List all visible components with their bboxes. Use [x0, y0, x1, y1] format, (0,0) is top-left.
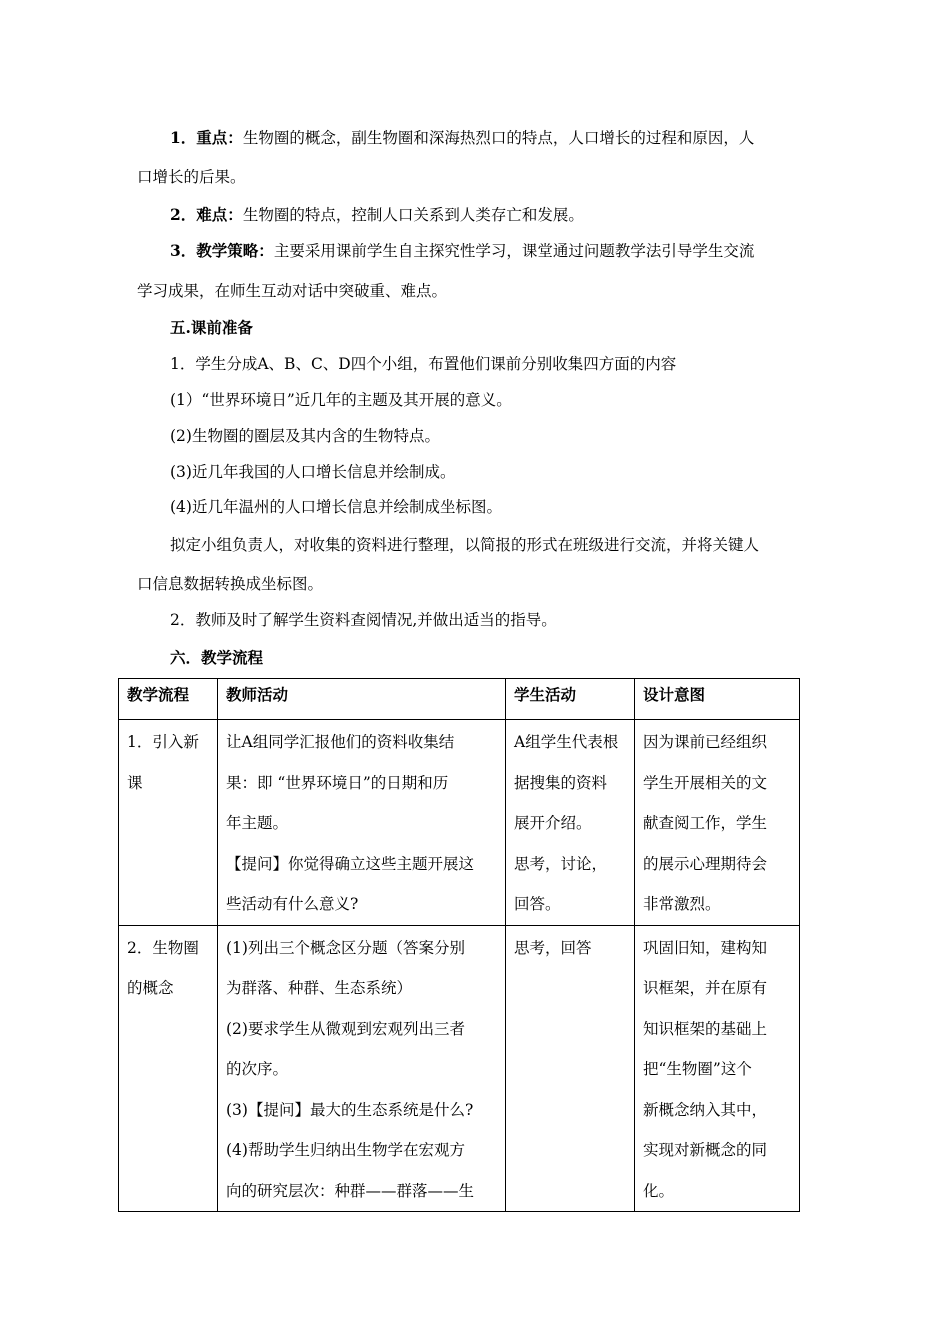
row2-student-activity — [506, 925, 635, 1212]
key-point-1-number: 1． — [170, 128, 197, 147]
key-point-2-text: 生物圈的特点，控制人口关系到人类存亡和发展。 — [242, 206, 584, 224]
key-point-3-text: 主要采用课前学生自主探究性学习，课堂通过问题教学法引导学生交流 — [273, 242, 755, 260]
row1-student-line: 展开介绍。 — [514, 814, 592, 832]
row1-student-line: A组学生代表根 — [514, 733, 619, 751]
section-5-sub-4: (4)近几年温州的人口增长信息并绘制成坐标图。 — [170, 498, 502, 516]
row1-intent-line: 因为课前已经组织 — [643, 733, 768, 751]
header-student-activity: 学生活动 — [506, 679, 635, 720]
row2-teacher-line: (2)要求学生从微观到宏观列出三者 — [226, 1019, 465, 1038]
table-row — [119, 925, 800, 1212]
section-5-heading: 五.课前准备 — [170, 318, 253, 337]
row1-teacher-line: 【提问】你觉得确立这些主题开展这 — [226, 854, 475, 873]
key-point-3-label: 教学策略： — [196, 241, 274, 260]
header-design-intent: 设计意图 — [635, 679, 800, 720]
row1-student-line: 回答。 — [514, 895, 561, 913]
row1-student-activity — [506, 720, 635, 926]
row1-intent-line: 献查阅工作，学生 — [643, 814, 768, 832]
row2-teacher-line: (1)列出三个概念区分题（答案分别 — [226, 938, 465, 957]
row2-teacher-line: (4)帮助学生归纳出生物学在宏观方 — [226, 1141, 465, 1159]
header-teacher-activity: 教师活动 — [218, 679, 506, 720]
row2-step-line: 2．生物圈 — [127, 938, 199, 957]
section-5-item-2: 2．教师及时了解学生资料查阅情况,并做出适当的指导。 — [170, 611, 557, 629]
header-teaching-flow: 教学流程 — [119, 679, 218, 720]
key-point-2-label: 难点： — [196, 205, 243, 224]
key-point-3-line-a — [170, 241, 754, 261]
section-6-heading: 六．教学流程 — [170, 648, 264, 667]
row1-intent-line: 的展示心理期待会 — [643, 854, 768, 873]
row1-design-intent — [635, 720, 800, 926]
row1-step — [119, 720, 218, 926]
section-5-sub-1: (1）“世界环境日”近几年的主题及其开展的意义。 — [170, 391, 512, 409]
row1-student-line: 据搜集的资料 — [514, 773, 608, 792]
row1-teacher-line: 些活动有什么意义? — [226, 895, 359, 913]
key-point-3-line-b: 学习成果，在师生互动对话中突破重、难点。 — [137, 282, 448, 300]
row2-teacher-line: (3)【提问】最大的生态系统是什么? — [226, 1100, 474, 1119]
row1-step-line: 1．引入新 — [127, 733, 199, 751]
row1-student-line: 思考，讨论， — [514, 854, 608, 873]
key-point-2-line — [170, 205, 584, 225]
key-point-1-label: 重点： — [196, 128, 243, 147]
row2-intent-line: 实现对新概念的同 — [643, 1141, 768, 1159]
key-point-1-text: 生物圈的概念，副生物圈和深海热烈口的特点，人口增长的过程和原因，人 — [242, 129, 755, 147]
row2-student-line: 思考，回答 — [514, 938, 592, 957]
row2-teacher-line: 为群落、种群、生态系统） — [226, 979, 413, 997]
section-5-paragraph-b: 口信息数据转换成坐标图。 — [137, 575, 324, 593]
row1-teacher-line: 果：即 “世界环境日”的日期和历 — [226, 773, 449, 792]
section-5-paragraph-a: 拟定小组负责人，对收集的资料进行整理，以简报的形式在班级进行交流，并将关键人 — [170, 536, 760, 554]
table-row — [119, 720, 800, 926]
row2-intent-line: 新概念纳入其中， — [643, 1100, 768, 1119]
section-5-sub-2: (2)生物圈的圈层及其内含的生物特点。 — [170, 427, 440, 445]
row1-teacher-activity — [218, 720, 506, 926]
row2-intent-line: 知识框架的基础上 — [643, 1019, 768, 1038]
row1-intent-line: 非常激烈。 — [643, 895, 721, 913]
row2-intent-line: 识框架，并在原有 — [643, 979, 768, 997]
row2-teacher-line: 的次序。 — [226, 1060, 289, 1078]
row2-teacher-line: 向的研究层次：种群——群落——生 — [226, 1181, 475, 1200]
row1-teacher-line: 年主题。 — [226, 814, 289, 832]
key-point-1-line-b: 口增长的后果。 — [137, 168, 246, 186]
row2-intent-line: 化。 — [643, 1181, 675, 1200]
teaching-flow-table — [118, 678, 800, 1212]
table-header-row — [119, 679, 800, 720]
section-5-sub-3: (3)近几年我国的人口增长信息并绘制成。 — [170, 463, 456, 481]
row2-design-intent — [635, 925, 800, 1212]
key-point-3-number: 3． — [170, 241, 197, 260]
row1-step-line: 课 — [127, 773, 143, 792]
section-5-item-1: 1．学生分成A、B、C、D四个小组，布置他们课前分别收集四方面的内容 — [170, 355, 677, 373]
row1-intent-line: 学生开展相关的文 — [643, 773, 768, 792]
key-point-1-line-a — [170, 128, 754, 148]
row2-step-line: 的概念 — [127, 979, 174, 997]
row2-intent-line: 把“生物圈”这个 — [643, 1060, 752, 1078]
row1-teacher-line: 让A组同学汇报他们的资料收集结 — [226, 733, 455, 751]
key-point-2-number: 2． — [170, 205, 197, 224]
row2-step — [119, 925, 218, 1212]
row2-intent-line: 巩固旧知，建构知 — [643, 938, 768, 957]
row2-teacher-activity — [218, 925, 506, 1212]
